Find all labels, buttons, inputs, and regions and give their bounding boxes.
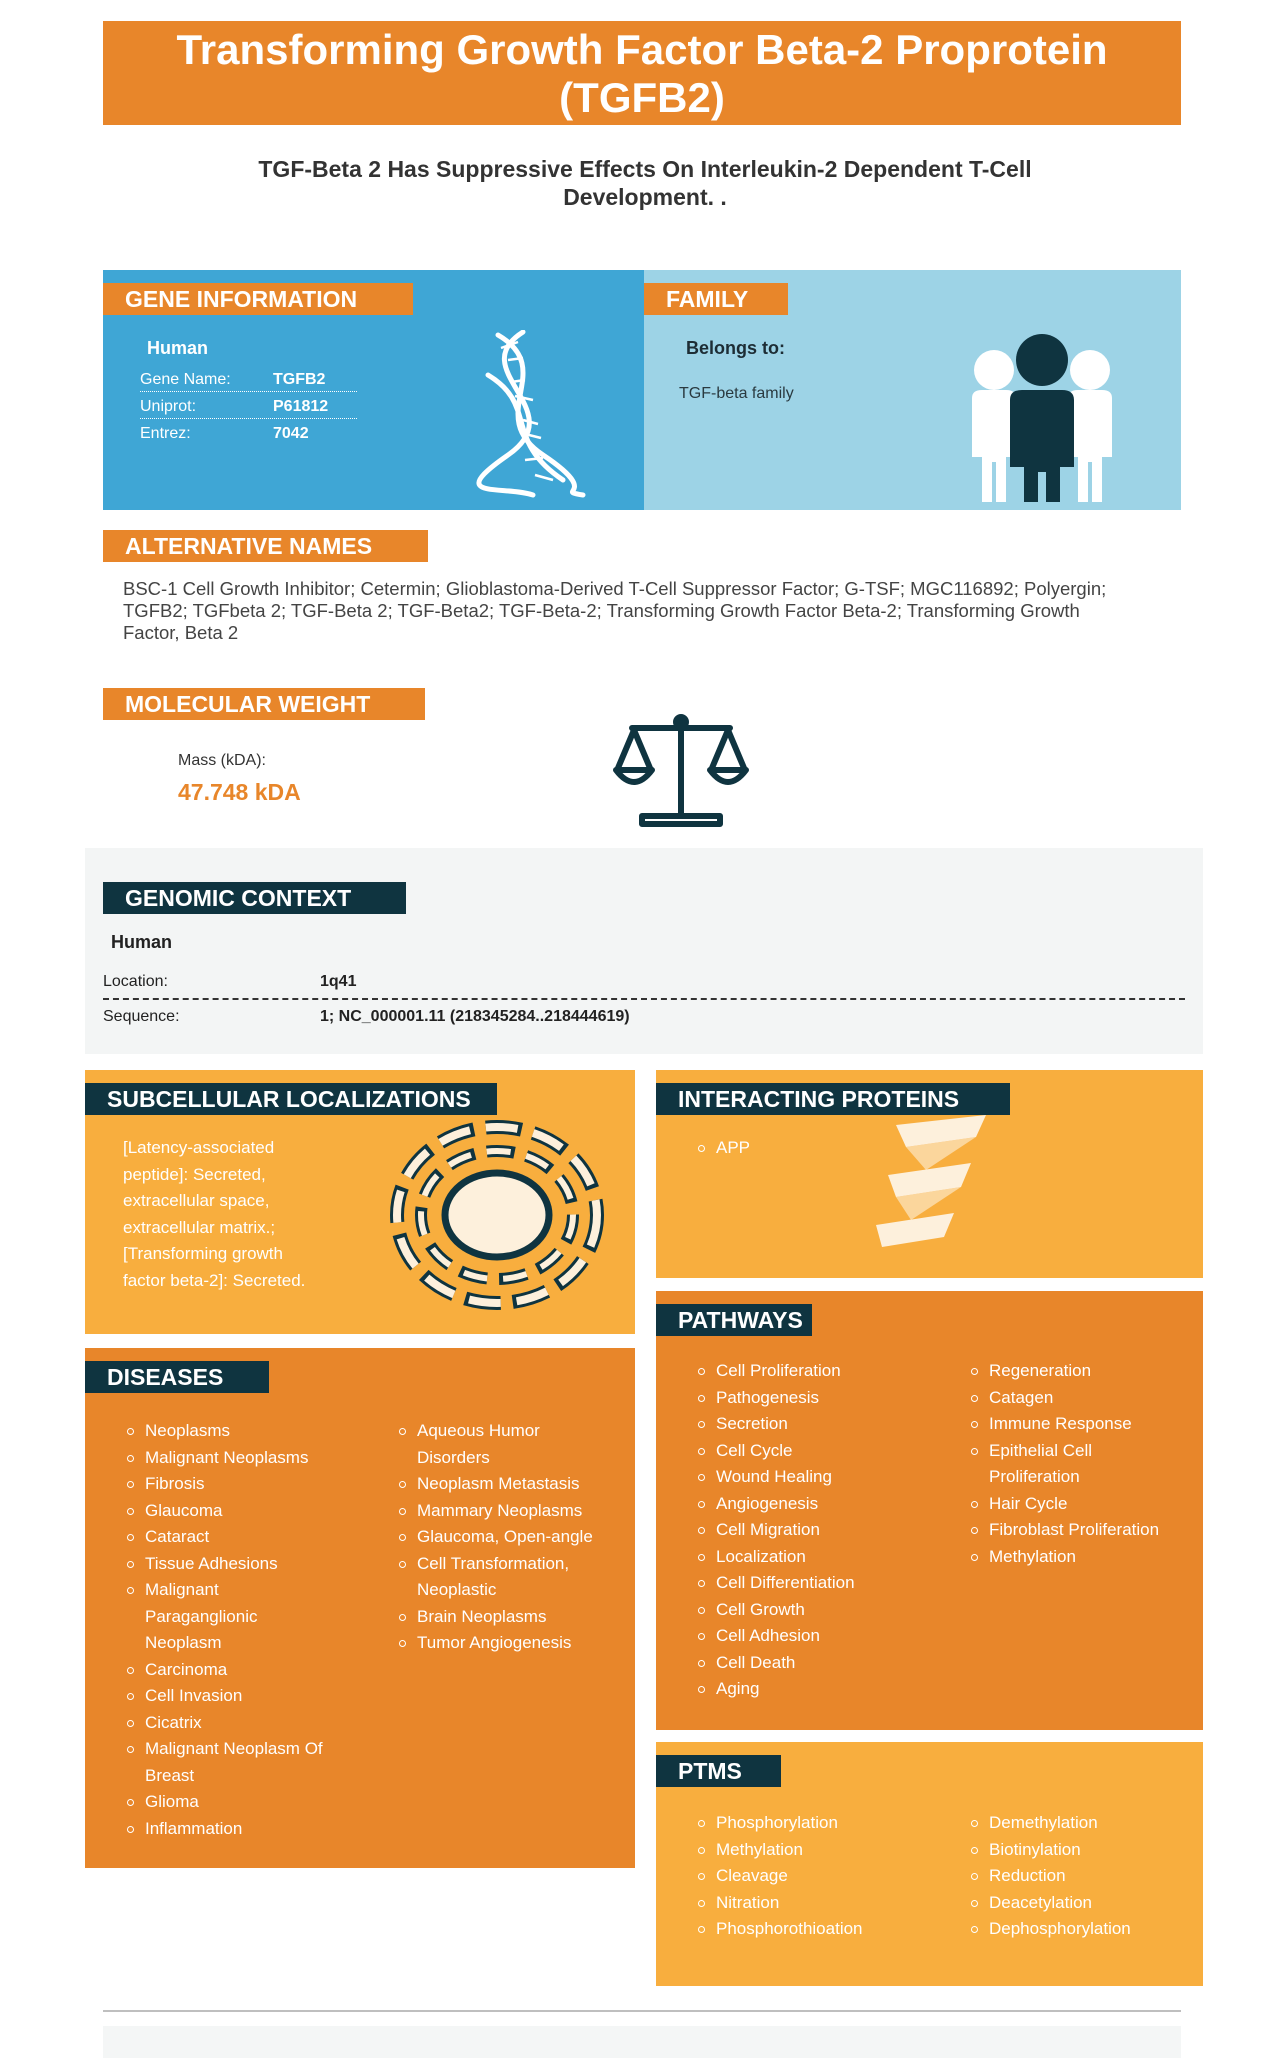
list-item: Malignant Neoplasm Of Breast <box>125 1736 345 1789</box>
alternative-names-heading: ALTERNATIVE NAMES <box>103 530 428 562</box>
list-item: Malignant Neoplasms <box>125 1445 375 1472</box>
mass-label: Mass (kDA): <box>178 752 266 769</box>
ptms-heading: PTMS <box>656 1755 781 1787</box>
gene-information-panel <box>103 270 644 510</box>
gene-name-row <box>140 371 326 389</box>
cell-organelle-icon <box>390 1115 605 1310</box>
diseases-panel <box>85 1348 635 1868</box>
pathways-panel <box>656 1291 1203 1730</box>
list-item: Catagen <box>969 1385 1189 1412</box>
list-item: Glaucoma, Open-angle <box>397 1524 617 1551</box>
list-item: Secretion <box>696 1411 936 1438</box>
list-item: Wound Healing <box>696 1464 936 1491</box>
list-item: Fibroblast Proliferation <box>969 1517 1189 1544</box>
list-item: Cell Cycle <box>696 1438 936 1465</box>
list-item: Epithelial Cell Proliferation <box>969 1438 1119 1491</box>
list-item: Neoplasms <box>125 1418 375 1445</box>
row-divider <box>140 418 357 419</box>
list-item: Mammary Neoplasms <box>397 1498 617 1525</box>
sequence-value: 1; NC_000001.11 (218345284..218444619) <box>320 1008 630 1025</box>
uniprot-row <box>140 398 329 416</box>
list-item: Malignant Paraganglionic Neoplasm <box>125 1577 265 1657</box>
protein-helix-icon <box>866 1115 991 1265</box>
interacting-proteins-heading: INTERACTING PROTEINS <box>656 1083 1010 1115</box>
pathways-list-left <box>696 1358 936 1703</box>
mass-value: 47.748 kDA <box>178 779 301 805</box>
molecular-weight-heading: MOLECULAR WEIGHT <box>103 688 425 720</box>
sequence-label: Sequence: <box>103 1008 180 1025</box>
subcellular-heading: SUBCELLULAR LOCALIZATIONS <box>85 1083 497 1115</box>
list-item: Nitration <box>696 1890 936 1917</box>
entrez-value: 7042 <box>273 425 309 442</box>
row-divider <box>103 998 1185 1000</box>
subcellular-line: extracellular matrix.; <box>123 1217 276 1237</box>
family-value: TGF-beta family <box>679 385 794 402</box>
list-item: Glioma <box>125 1789 375 1816</box>
list-item: Angiogenesis <box>696 1491 936 1518</box>
list-item: Glaucoma <box>125 1498 375 1525</box>
gene-species: Human <box>147 338 209 358</box>
alternative-names-text: BSC-1 Cell Growth Inhibitor; Cetermin; Glioblastoma-Derived T-Cell Suppressor Factor; G-TSF; MGC116892; Polyergin; TGFB2; TGFbeta 2; TGF-Beta 2; TGF-Beta2; TGF-Beta-2; Transforming Growth Factor Beta-2; Transforming Growth Factor, Beta 2 <box>123 578 1107 643</box>
dna-icon <box>463 330 613 500</box>
gene-name-value: TGFB2 <box>273 371 326 388</box>
list-item: Hair Cycle <box>969 1491 1189 1518</box>
entrez-label: Entrez: <box>140 425 191 442</box>
list-item: Pathogenesis <box>696 1385 936 1412</box>
list-item: Biotinylation <box>969 1837 1189 1864</box>
list-item: Methylation <box>969 1544 1189 1571</box>
subcellular-line: extracellular space, <box>123 1191 270 1210</box>
list-item: Cleavage <box>696 1863 936 1890</box>
genomic-context-panel <box>85 848 1203 1054</box>
location-label: Location: <box>103 973 168 990</box>
list-item: Cataract <box>125 1524 375 1551</box>
list-item: Cell Proliferation <box>696 1358 936 1385</box>
family-panel <box>644 270 1181 510</box>
list-item: APP <box>696 1135 750 1162</box>
interacting-proteins-list <box>696 1135 750 1162</box>
list-item: Cell Migration <box>696 1517 936 1544</box>
list-item: Carcinoma <box>125 1657 375 1684</box>
subcellular-panel <box>85 1070 635 1334</box>
subcellular-line: peptide]: Secreted, <box>123 1164 266 1184</box>
subcellular-line: [Transforming growth <box>123 1244 283 1263</box>
people-icon <box>962 332 1122 502</box>
footer-divider <box>103 2010 1181 2012</box>
belongs-to-label: Belongs to: <box>686 338 785 358</box>
subcellular-line: [Latency-associated <box>123 1138 275 1157</box>
uniprot-value: P61812 <box>273 398 329 415</box>
list-item: Phosphorothioation <box>696 1916 936 1943</box>
list-item: Immune Response <box>969 1411 1189 1438</box>
list-item: Demethylation <box>969 1810 1189 1837</box>
pathways-list-right <box>969 1358 1189 1570</box>
list-item: Tumor Angiogenesis <box>397 1630 617 1657</box>
list-item: Aging <box>696 1676 936 1703</box>
list-item: Inflammation <box>125 1816 375 1843</box>
diseases-list-left <box>125 1418 375 1842</box>
list-item: Cell Invasion <box>125 1683 375 1710</box>
list-item: Neoplasm Metastasis <box>397 1471 617 1498</box>
list-item: Reduction <box>969 1863 1189 1890</box>
genomic-context-heading: GENOMIC CONTEXT <box>103 882 406 914</box>
gene-name-label: Gene Name: <box>140 371 231 388</box>
row-divider <box>140 391 357 392</box>
list-item: Regeneration <box>969 1358 1189 1385</box>
page-title: Transforming Growth Factor Beta-2 Proprotein (TGFB2) <box>103 21 1181 125</box>
diseases-list-right <box>397 1418 617 1657</box>
subcellular-line: factor beta-2]: Secreted. <box>123 1270 306 1290</box>
location-value: 1q41 <box>320 973 357 990</box>
list-item: Deacetylation <box>969 1890 1189 1917</box>
list-item: Dephosphorylation <box>969 1916 1189 1943</box>
family-heading: FAMILY <box>644 283 788 315</box>
interacting-proteins-panel <box>656 1070 1203 1278</box>
list-item: Methylation <box>696 1837 936 1864</box>
list-item: Brain Neoplasms <box>397 1604 617 1631</box>
list-item: Aqueous Humor Disorders <box>397 1418 567 1471</box>
list-item: Localization <box>696 1544 936 1571</box>
list-item: Cell Differentiation <box>696 1570 936 1597</box>
entrez-row <box>140 425 309 443</box>
gene-information-heading: GENE INFORMATION <box>103 283 413 315</box>
ptms-list-left <box>696 1810 936 1943</box>
list-item: Phosphorylation <box>696 1810 936 1837</box>
ptms-panel <box>656 1742 1203 1986</box>
page-subtitle: TGF-Beta 2 Has Suppressive Effects On Interleukin-2 Dependent T-Cell Development. . <box>258 156 1032 210</box>
diseases-heading: DISEASES <box>85 1361 269 1393</box>
subcellular-text <box>123 1135 305 1294</box>
genomic-species: Human <box>111 932 173 952</box>
list-item: Cell Adhesion <box>696 1623 936 1650</box>
scale-icon <box>612 712 750 830</box>
uniprot-label: Uniprot: <box>140 398 197 415</box>
list-item: Cell Death <box>696 1650 936 1677</box>
pathways-heading: PATHWAYS <box>656 1304 812 1336</box>
list-item: Cell Growth <box>696 1597 936 1624</box>
list-item: Fibrosis <box>125 1471 375 1498</box>
list-item: Cell Transformation, Neoplastic <box>397 1551 582 1604</box>
list-item: Tissue Adhesions <box>125 1551 375 1578</box>
footer <box>103 2026 1181 2058</box>
ptms-list-right <box>969 1810 1189 1943</box>
list-item: Cicatrix <box>125 1710 375 1737</box>
